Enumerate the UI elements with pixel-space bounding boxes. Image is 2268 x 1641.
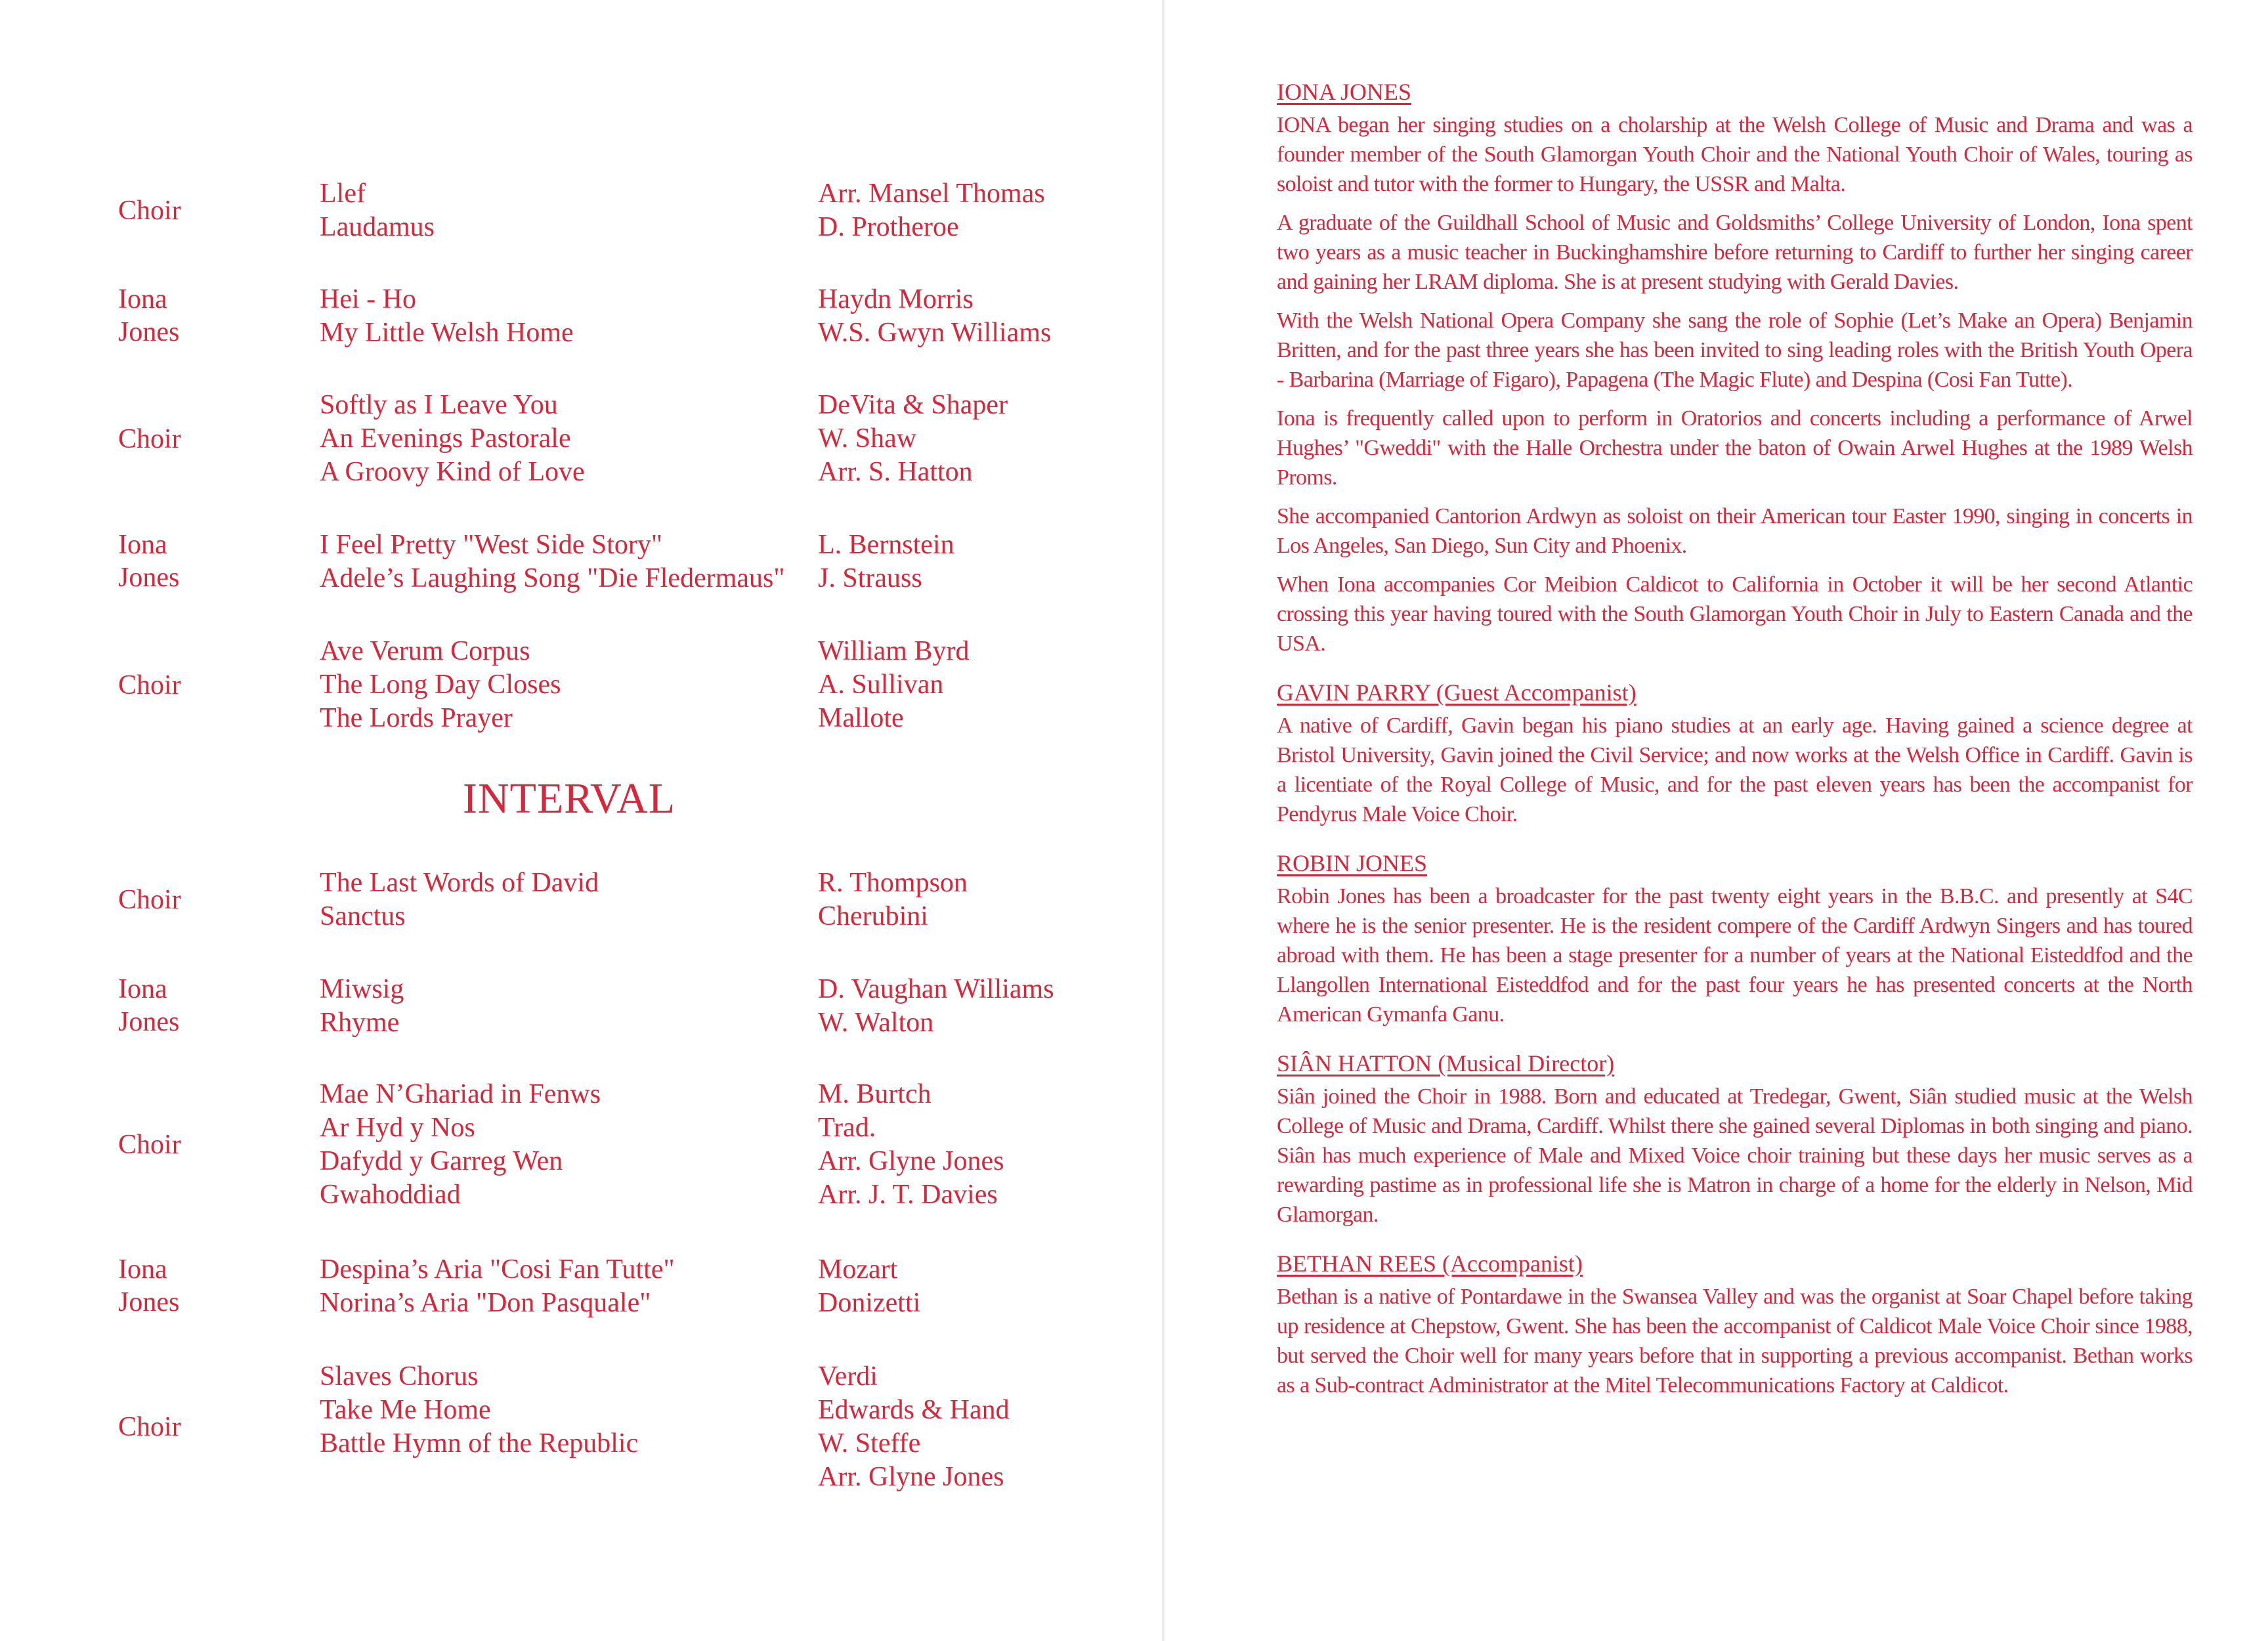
performer-name-line: Choir [118, 1130, 181, 1160]
performer-name-line: Iona [118, 974, 167, 1004]
piece-composer: William Byrd [818, 636, 970, 666]
performer-label [118, 1128, 181, 1161]
piece-title: A Groovy Kind of Love [320, 457, 585, 487]
piece-title: Gwahoddiad [320, 1180, 461, 1210]
biography-heading: ROBIN JONES [1277, 850, 1428, 876]
biography-heading: BETHAN REES (Accompanist) [1277, 1250, 1583, 1277]
piece-composer: Donizetti [818, 1288, 921, 1318]
piece-title: Despina’s Aria "Cosi Fan Tutte" [320, 1254, 675, 1285]
interval-heading: INTERVAL [463, 775, 676, 822]
piece-composer: Mozart [818, 1254, 898, 1285]
biography-heading: GAVIN PARRY (Guest Accompanist) [1277, 679, 1637, 706]
piece-title: Miwsig [320, 974, 404, 1004]
biography-section [1277, 1049, 2193, 1229]
performer-label [118, 423, 181, 456]
piece-title: Ave Verum Corpus [320, 636, 530, 666]
piece-title: Ar Hyd y Nos [320, 1113, 475, 1143]
performer-label [118, 669, 181, 702]
piece-title: Battle Hymn of the Republic [320, 1428, 639, 1459]
biography-paragraph: She accompanied Cantorion Ardwyn as soloist on their American tour Easter 1990, singing in concerts in Los Angeles, San Diego, Sun City and Phoenix. [1277, 504, 2193, 558]
piece-composer: W. Shaw [818, 423, 917, 454]
piece-title: I Feel Pretty "West Side Story" [320, 530, 663, 560]
performer-name-line: Jones [118, 1287, 180, 1317]
biography-paragraph: IONA began her singing studies on a cholarship at the Welsh College of Music and Drama and was a founder member of the South Glamorgan Youth Choir and the National Youth Choir of Wales, touring as soloist and tutor with the former to Hungary, the USSR and Malta. [1277, 113, 2193, 196]
performer-label [118, 884, 181, 916]
piece-composer: W.S. Gwyn Williams [818, 318, 1052, 348]
piece-title: An Evenings Pastorale [320, 423, 571, 454]
piece-title: Norina’s Aria "Don Pasquale" [320, 1288, 651, 1318]
page-fold [1162, 0, 1165, 1641]
piece-title: Softly as I Leave You [320, 390, 558, 420]
biography-section [1277, 849, 2193, 1029]
performer-name-line: Iona [118, 530, 167, 560]
biography-heading: IONA JONES [1277, 79, 1412, 105]
performer-name-line: Iona [118, 1254, 167, 1285]
piece-composer: Arr. Mansel Thomas [818, 179, 1045, 209]
piece-title: Llef [320, 179, 366, 209]
performer-name-line: Choir [118, 885, 181, 915]
biography-paragraph: Robin Jones has been a broadcaster for the past twenty eight years in the B.B.C. and presently at S4C where he is the senior presenter. He is the resident compere of the Cardiff Ardwyn Singers and has toured abroad with them. He has been a stage presenter for a number of years at the National Eisteddfod and the Llangollen International Eisteddfod and for the past four years he has presented concerts at the North American Gymanfa Ganu. [1277, 884, 2193, 1027]
piece-composer: J. Strauss [818, 563, 922, 593]
piece-title: Adele’s Laughing Song "Die Fledermaus" [320, 563, 785, 593]
piece-composer: DeVita & Shaper [818, 390, 1008, 420]
biography-heading: SIÂN HATTON (Musical Director) [1277, 1050, 1615, 1076]
performer-name-line: Jones [118, 317, 180, 347]
piece-title: My Little Welsh Home [320, 318, 574, 348]
piece-title: Dafydd y Garreg Wen [320, 1146, 563, 1176]
performer-label [118, 194, 181, 227]
performer-name-line: Choir [118, 196, 181, 226]
piece-title: The Lords Prayer [320, 703, 513, 733]
performer-name-line: Choir [118, 1412, 181, 1442]
biography-paragraph: Iona is frequently called upon to perform in Oratorios and concerts including a performance of Arwel Hughes’ "Gweddi" with the Halle Orchestra under the baton of Owain Arwel Hughes at the 1989 Welsh Proms. [1277, 406, 2193, 490]
piece-composer: Arr. Glyne Jones [818, 1146, 1004, 1176]
piece-composer: W. Walton [818, 1008, 934, 1038]
piece-composer: Cherubini [818, 901, 928, 931]
piece-title: Laudamus [320, 212, 435, 242]
piece-title: Mae N’Ghariad in Fenws [320, 1079, 601, 1109]
piece-composer: Arr. J. T. Davies [818, 1180, 998, 1210]
piece-composer: R. Thompson [818, 868, 968, 898]
biography-paragraph: A graduate of the Guildhall School of Music and Goldsmiths’ College University of London, Iona spent two years as a music teacher in Buckinghamshire before returning to Cardiff to further her singing career and gaining her LRAM diploma. She is at present studying with Gerald Davies. [1277, 211, 2193, 294]
piece-composer: Mallote [818, 703, 904, 733]
piece-title: Slaves Chorus [320, 1361, 479, 1392]
piece-title: Hei - Ho [320, 284, 416, 314]
piece-composer: W. Steffe [818, 1428, 921, 1459]
piece-title: The Last Words of David [320, 868, 599, 898]
biography-section [1277, 678, 2193, 829]
biography-paragraph: With the Welsh National Opera Company she sang the role of Sophie (Let’s Make an Opera) Benjamin Britten, and for the past three years she has been invited to sing leading roles with the British Youth Opera - Barbarina (Marriage of Figaro), Papagena (The Magic Flute) and Despina (Cosi Fan Tutte). [1277, 309, 2193, 392]
performer-name-line: Jones [118, 1007, 180, 1037]
piece-title: Sanctus [320, 901, 406, 931]
piece-composer: Arr. S. Hatton [818, 457, 973, 487]
biographies-page [1277, 77, 2193, 1420]
piece-composer: Trad. [818, 1113, 876, 1143]
piece-composer: L. Bernstein [818, 530, 954, 560]
performer-label [118, 1253, 179, 1319]
performer-name-line: Choir [118, 670, 181, 700]
performer-label [118, 283, 179, 349]
piece-title: The Long Day Closes [320, 670, 561, 700]
piece-composer: Haydn Morris [818, 284, 974, 314]
piece-title: Take Me Home [320, 1395, 491, 1425]
biography-paragraph: When Iona accompanies Cor Meibion Caldicot to California in October it will be her second Atlantic crossing this year having toured with the South Glamorgan Youth Choir in July to Eastern Canada and the USA. [1277, 572, 2193, 656]
biography-section [1277, 1249, 2193, 1400]
piece-composer: Edwards & Hand [818, 1395, 1010, 1425]
performer-name-line: Iona [118, 284, 167, 314]
piece-composer: Arr. Glyne Jones [818, 1462, 1004, 1492]
performer-name-line: Choir [118, 424, 181, 454]
piece-title: Rhyme [320, 1008, 400, 1038]
biography-paragraph: Siân joined the Choir in 1988. Born and educated at Tredegar, Gwent, Siân studied music at the Welsh College of Music and Drama, Cardiff. Whilst there she gained several Diplomas in both singing and piano. Siân has much experience of Male and Mixed Voice choir training but these days her music serves as a rewarding pastime as in professional life she is Matron in charge of a home for the elderly in Nelson, Mid Glamorgan. [1277, 1084, 2193, 1227]
biography-paragraph: Bethan is a native of Pontardawe in the Swansea Valley and was the organist at Soar Chapel before taking up residence at Chepstow, Gwent. She has been the accompanist of Caldicot Male Voice Choir since 1988, but served the Choir well for many years before that in supporting a previous accompanist. Bethan works as a Sub-contract Administrator at the Mitel Telecommunications Factory at Caldicot. [1277, 1285, 2193, 1397]
piece-composer: A. Sullivan [818, 670, 944, 700]
performer-name-line: Jones [118, 563, 180, 593]
piece-composer: D. Protheroe [818, 212, 959, 242]
piece-composer: M. Burtch [818, 1079, 931, 1109]
piece-composer: D. Vaughan Williams [818, 974, 1054, 1004]
biography-section [1277, 77, 2193, 658]
performer-label [118, 1411, 181, 1443]
performer-label [118, 528, 179, 594]
piece-composer: Verdi [818, 1361, 878, 1392]
performer-label [118, 973, 179, 1038]
biography-paragraph: A native of Cardiff, Gavin began his piano studies at an early age. Having gained a science degree at Bristol University, Gavin joined the Civil Service; and now works at the Welsh Office in Cardiff. Gavin is a licentiate of the Royal College of Music, and for the past eleven years has been the accompanist for Pendyrus Male Voice Choir. [1277, 714, 2193, 826]
